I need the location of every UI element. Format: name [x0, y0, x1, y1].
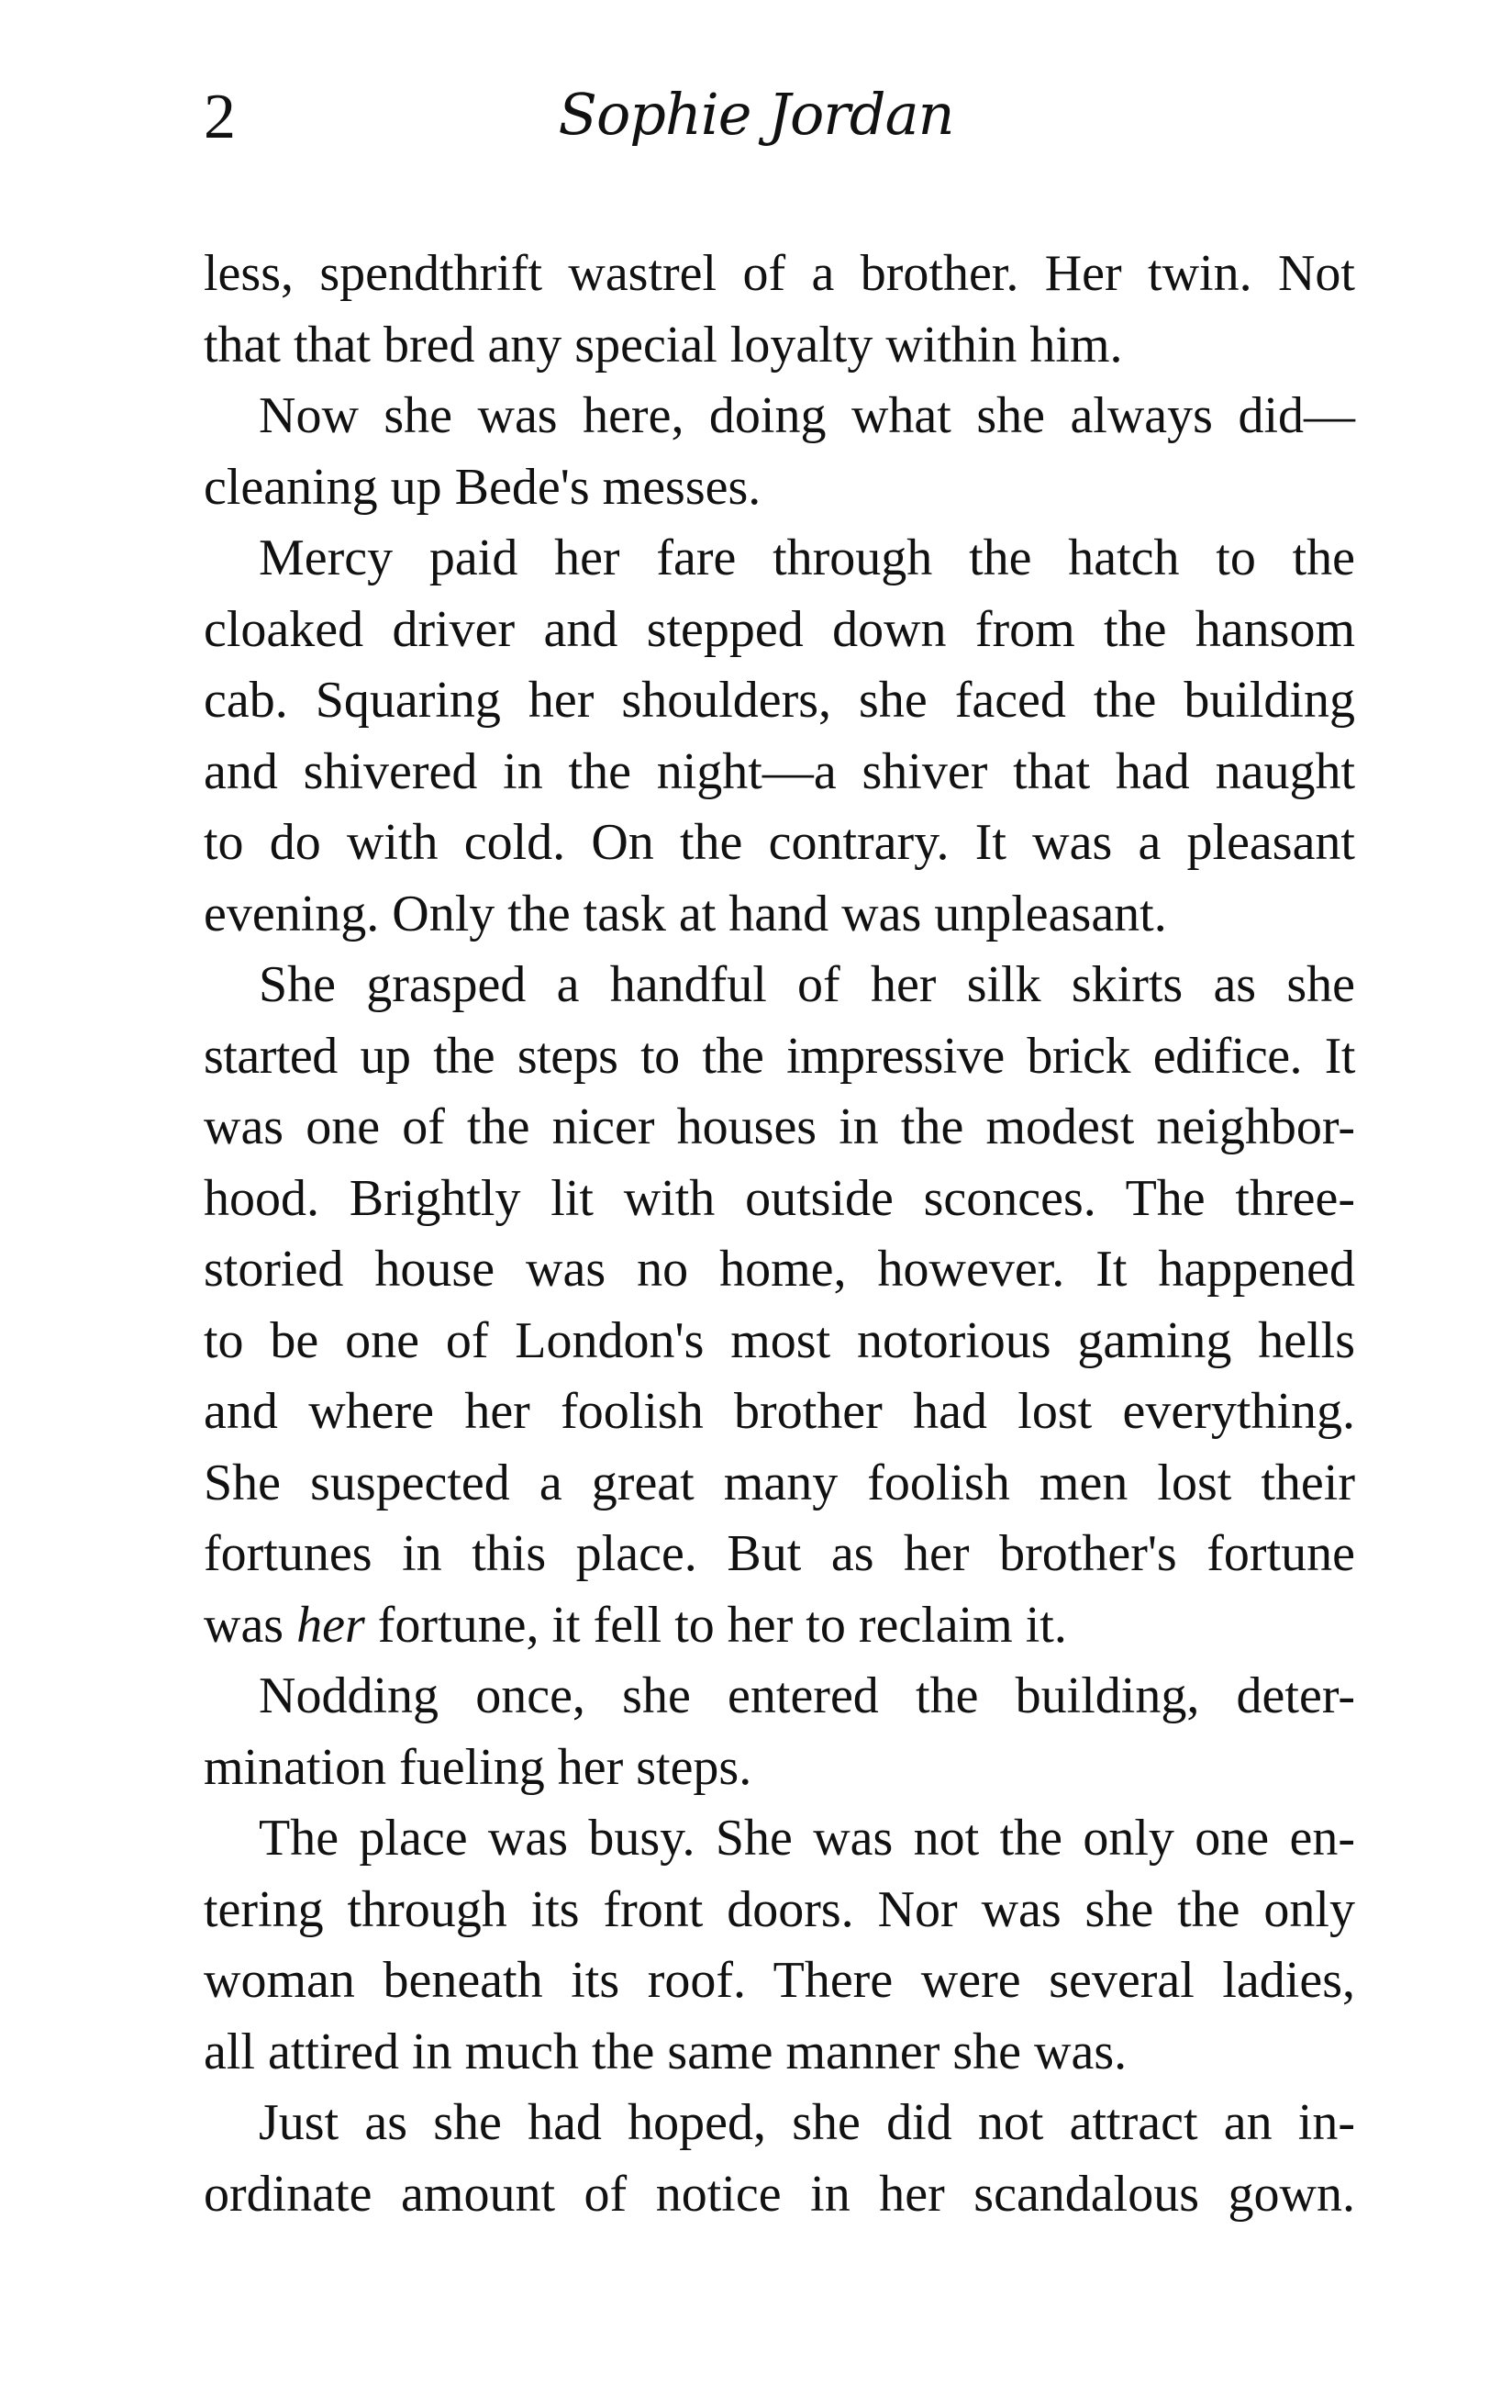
text-line: that that bred any special loyalty within him.: [204, 316, 1123, 373]
text-line: evening. Only the task at hand was unpleasant.: [204, 885, 1167, 942]
text-line: Mercy paid her fare through the hatch to the: [259, 530, 1355, 586]
text-line: She suspected a great many foolish men lost their: [204, 1454, 1355, 1511]
text-line: and shivered in the night—a shiver that had naught: [204, 742, 1355, 800]
text-line: cleaning up Bede's messes.: [204, 458, 762, 516]
text-line: hood. Brightly lit with outside sconces. The three-: [204, 1169, 1355, 1227]
running-head: [0, 64, 1512, 174]
text-line: tering through its front doors. Nor was she the only: [204, 1880, 1355, 1938]
text-line: was one of the nicer houses in the modest neighbor-: [204, 1098, 1355, 1155]
emphasis-text: her: [296, 1596, 365, 1654]
text-line: ordinate amount of notice in her scandalous gown.: [204, 2165, 1355, 2223]
text-line: woman beneath its roof. There were several ladies,: [204, 1952, 1355, 2009]
text-line: and where her foolish brother had lost everything.: [204, 1383, 1355, 1440]
text-line: Nodding once, she entered the building, deter-: [259, 1667, 1355, 1724]
text-line: all attired in much the same manner she was.: [204, 2023, 1128, 2080]
text-fragment: fortune, it fell to her to reclaim it.: [364, 1596, 1067, 1654]
text-line: cab. Squaring her shoulders, she faced the building: [204, 672, 1355, 729]
text-line: storied house was no home, however. It happened: [204, 1241, 1355, 1298]
text-line: The place was busy. She was not the only one en-: [259, 1810, 1355, 1867]
text-line: Now she was here, doing what she always did—: [259, 387, 1355, 444]
body-text: [204, 239, 1355, 2230]
text-line: mination fueling her steps.: [204, 1738, 752, 1796]
text-line: cloaked driver and stepped down from the hansom: [204, 600, 1355, 658]
author-name: Sophie Jordan: [558, 81, 954, 148]
text-line-emphasis: [204, 1590, 1355, 1662]
page-number: 2: [204, 82, 236, 152]
text-fragment: was: [204, 1596, 297, 1654]
text-line: Just as she had hoped, she did not attract an in-: [259, 2094, 1355, 2151]
text-line: to be one of London's most notorious gaming hells: [204, 1311, 1355, 1369]
text-line: She grasped a handful of her silk skirts as she: [259, 956, 1355, 1013]
text-line: less, spendthrift wastrel of a brother. Her twin. Not: [204, 245, 1355, 302]
text-line: to do with cold. On the contrary. It was a pleasant: [204, 814, 1355, 871]
text-line: started up the steps to the impressive brick edifice. It: [204, 1027, 1355, 1085]
text-line: fortunes in this place. But as her brother's fortune: [204, 1525, 1355, 1582]
